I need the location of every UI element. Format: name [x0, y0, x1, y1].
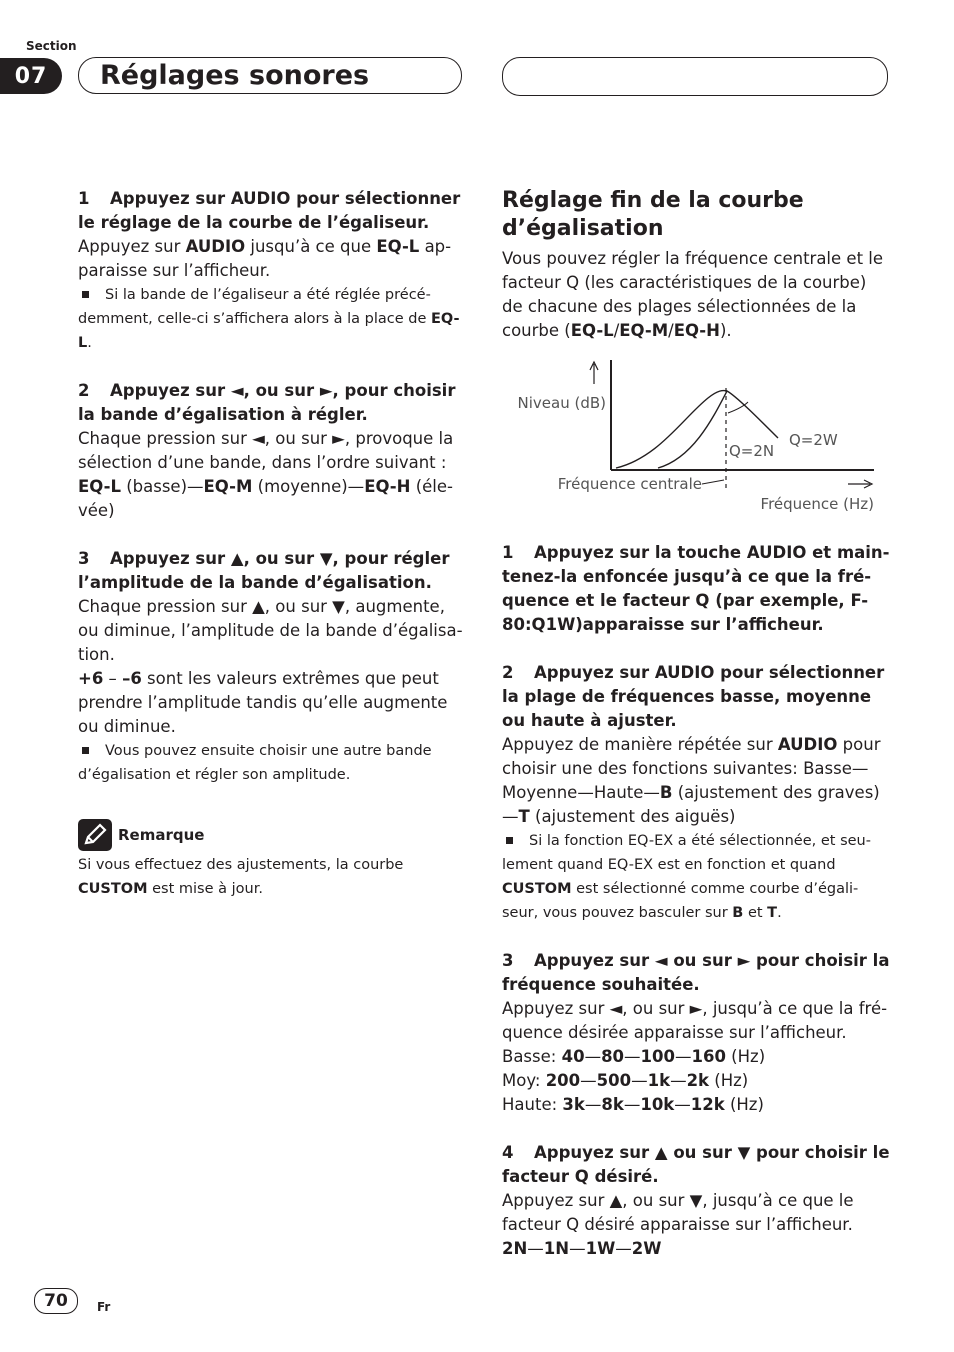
right-column: [502, 187, 892, 1261]
step-text: Chaque pression sur ◄, ou sur ►, provoque la sélection d’une bande, dans l’ordre suivant : EQ-L (basse)—EQ-M (moyenne)—EQ-H (éle-vée): [78, 429, 454, 520]
step-text: Appuyez sur AUDIO jusqu’à ce que EQ-L ap-paraisse sur l’afficheur.: [78, 237, 452, 280]
step-heading: 3 Appuyez sur ▲, ou sur ▼, pour régler l’amplitude de la bande d’égalisation.: [78, 549, 450, 592]
bullet-icon: [506, 837, 513, 844]
curve-q2w: [616, 391, 727, 468]
left-column: [78, 187, 466, 901]
y-axis-label: Niveau (dB): [517, 394, 606, 412]
subsection-heading: Réglage fin de la courbe d’égalisation: [502, 188, 804, 241]
intro-text: Vous pouvez régler la fréquence centrale et le facteur Q (les caractéristiques de la courbe) de chacune des plages sélectionnées de la courbe (EQ-L/EQ-M/EQ-H).: [502, 249, 884, 340]
bullet-note: Si la fonction EQ-EX a été sélectionnée, et seu-lement quand EQ-EX est en fonction et quand CUSTOM est sélectionné comme courbe d’égali-seur, vous pouvez basculer sur B et T.: [502, 833, 871, 921]
pencil-note-icon: [78, 819, 112, 851]
language-code: Fr: [97, 1300, 111, 1314]
bullet-icon: [82, 747, 89, 754]
freq-line-haute: Haute: 3k—8k—10k—12k (Hz): [502, 1095, 764, 1114]
step-text: +6 – –6 sont les valeurs extrêmes que peut prendre l’amplitude tandis qu’elle augmente ou diminue.: [78, 669, 448, 736]
section-label: Section: [26, 39, 77, 53]
bullet-note: Vous pouvez ensuite choisir une autre bande d’égalisation et régler son amplitude.: [78, 743, 432, 783]
step-text: Appuyez de manière répétée sur AUDIO pour choisir une des fonctions suivantes: Basse—Moyenne—Haute—B (ajustement des graves)—T (ajustement des aiguës): [502, 735, 881, 826]
step-heading: 3 Appuyez sur ◄ ou sur ► pour choisir la fréquence souhaitée.: [502, 951, 890, 994]
label-q2n: Q=2N: [729, 442, 775, 460]
page-title: Réglages sonores: [100, 60, 370, 91]
step-text: Appuyez sur ▲, ou sur ▼, jusqu’à ce que le facteur Q désiré apparaisse sur l’afficheur.: [502, 1191, 854, 1234]
step-text: Chaque pression sur ▲, ou sur ▼, augmente, ou diminue, l’amplitude de la bande d’égalisa-tion.: [78, 597, 463, 664]
q-values-line: 2N—1N—1W—2W: [502, 1239, 662, 1258]
step-heading: 1 Appuyez sur la touche AUDIO et main-tenez-la enfoncée jusqu’à ce que la fré-quence et le facteur Q (par exemple, F- 80:Q1W)apparaisse sur l’afficheur.: [502, 543, 890, 634]
page-number: 70: [34, 1288, 78, 1314]
step-heading: 2 Appuyez sur ◄, ou sur ►, pour choisir la bande d’égalisation à régler.: [78, 381, 456, 424]
bullet-note: Si la bande de l’égaliseur a été réglée précé-demment, celle-ci s’affichera alors à la place de EQ-L.: [78, 287, 460, 351]
x-axis-label: Fréquence (Hz): [760, 495, 874, 513]
right-header-frame: [502, 57, 888, 96]
step-text: Appuyez sur ◄, ou sur ►, jusqu’à ce que la fré-quence désirée apparaisse sur l’afficheur.: [502, 999, 888, 1042]
freq-line-moy: Moy: 200—500—1k—2k (Hz): [502, 1071, 749, 1090]
step-heading: 2 Appuyez sur AUDIO pour sélectionner la plage de fréquences basse, moyenne ou haute à ajuster.: [502, 663, 885, 730]
step-heading: 4 Appuyez sur ▲ ou sur ▼ pour choisir le facteur Q désiré.: [502, 1143, 890, 1186]
freq-line-basse: Basse: 40—80—100—160 (Hz): [502, 1047, 766, 1066]
note-text: Si vous effectuez des ajustements, la courbe CUSTOM est mise à jour.: [78, 857, 404, 897]
eq-curve-diagram: [508, 358, 888, 518]
bullet-icon: [82, 291, 89, 298]
step-heading: 1 Appuyez sur AUDIO pour sélectionner le réglage de la courbe de l’égaliseur.: [78, 189, 461, 232]
label-q2w: Q=2W: [789, 431, 838, 449]
note-heading: Remarque: [78, 819, 466, 851]
center-frequency-label: Fréquence centrale: [557, 475, 702, 493]
section-number-badge: 07: [0, 58, 62, 94]
